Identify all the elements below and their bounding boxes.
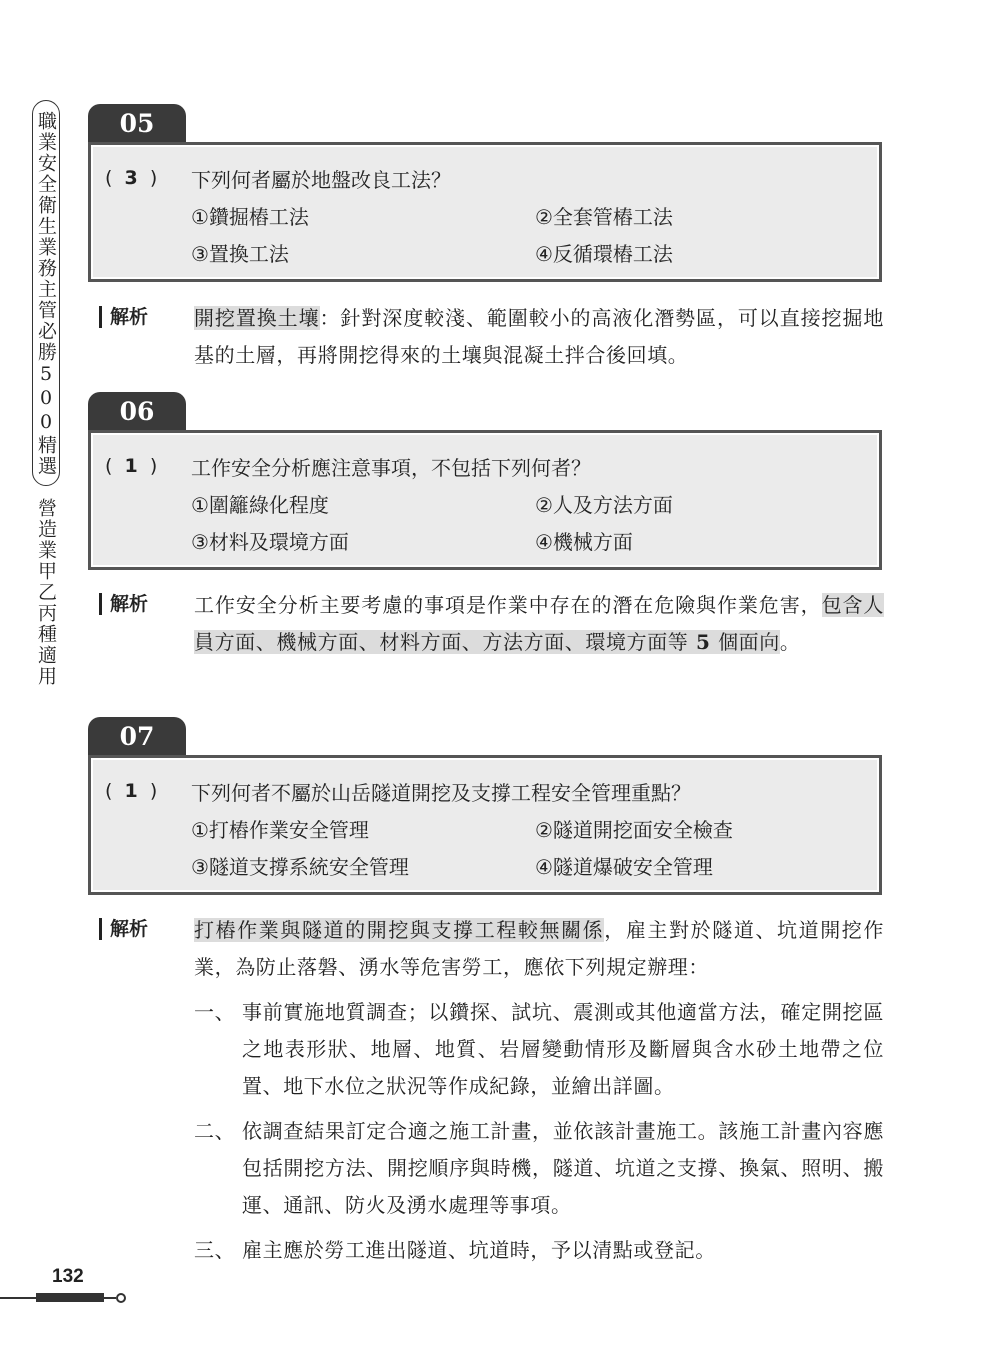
explanation-label: 解析 xyxy=(99,918,148,940)
question-text: 工作安全分析應注意事項，不包括下列何者？ xyxy=(191,455,591,480)
question-number: 05 xyxy=(88,104,186,142)
option-3: ③置換工法 xyxy=(191,242,289,266)
page-rule-tail xyxy=(104,1297,116,1299)
option-2: ②隧道開挖面安全檢查 xyxy=(535,818,733,842)
explanation-06 xyxy=(99,587,884,661)
explanation-text xyxy=(194,300,884,374)
explanation-label: 解析 xyxy=(99,593,148,615)
list-item xyxy=(194,994,884,1105)
highlight-number: 5 xyxy=(688,630,719,654)
question-box xyxy=(88,142,882,282)
question-box xyxy=(88,430,882,570)
question-text: 下列何者屬於地盤改良工法？ xyxy=(191,167,451,192)
explanation-05 xyxy=(99,300,884,374)
option-4: ④機械方面 xyxy=(535,530,633,554)
list-item-number: 三、 xyxy=(194,1238,236,1262)
question-block-07 xyxy=(88,717,882,895)
list-item-text: 雇主應於勞工進出隧道、坑道時，予以清點或登記。 xyxy=(242,1238,716,1262)
list-item-number: 一、 xyxy=(194,1000,236,1024)
answer-slot: ( 1 ) xyxy=(105,455,158,477)
question-text: 下列何者不屬於山岳隧道開挖及支撐工程安全管理重點？ xyxy=(191,780,691,805)
list-item-text: 事前實施地質調查；以鑽探、試坑、震測或其他適當方法，確定開挖區之地表形狀、地層、地質、岩層變動情形及斷層與含水砂土地帶之位置、地下水位之狀況等作成紀錄，並繪出詳圖。 xyxy=(242,1000,884,1098)
option-2: ②全套管樁工法 xyxy=(535,205,673,229)
page-number: 132 xyxy=(52,1266,84,1287)
list-item-text: 依調查結果訂定合適之施工計畫，並依該計畫施工。該施工計畫內容應包括開挖方法、開挖順序與時機，隧道、坑道之支撐、換氣、照明、搬運、通訊、防火及湧水處理等事項。 xyxy=(242,1119,884,1217)
list-item xyxy=(194,1113,884,1224)
book-title: 職業安全衛生業務主管必勝500精選 xyxy=(32,100,60,486)
explanation-rest: ：針對深度較淺、範圍較小的高液化潛勢區，可以直接挖掘地基的土層，再將開挖得來的土壤與混凝土拌合後回填。 xyxy=(194,306,884,367)
explanation-rest: ，雇主對於隧道、坑道開挖作業，為防止落磐、湧水等危害勞工，應依下列規定辦理： xyxy=(194,918,884,979)
question-block-06 xyxy=(88,392,882,570)
list-item-number: 二、 xyxy=(194,1119,236,1143)
explanation-text xyxy=(194,912,884,986)
option-3: ③材料及環境方面 xyxy=(191,530,349,554)
highlight-text-2: 個面向 xyxy=(718,630,780,654)
explanation-label: 解析 xyxy=(99,306,148,328)
page-rule xyxy=(0,1297,36,1299)
option-4: ④反循環樁工法 xyxy=(535,242,673,266)
explanation-text xyxy=(194,587,884,661)
question-number: 07 xyxy=(88,717,186,755)
question-number: 06 xyxy=(88,392,186,430)
side-label xyxy=(31,100,61,687)
option-2: ②人及方法方面 xyxy=(535,493,673,517)
answer-value: 1 xyxy=(124,780,138,802)
highlight-text: 包含人員方面、機械方面、材料方面、方法方面、環境方面等 xyxy=(194,593,884,654)
option-1: ①圍籬綠化程度 xyxy=(191,493,329,517)
question-block-05 xyxy=(88,104,882,282)
highlight-text: 打樁作業與隧道的開挖與支撐工程較無關係 xyxy=(194,918,605,942)
answer-slot: ( 3 ) xyxy=(105,167,158,189)
option-1: ①鑽掘樁工法 xyxy=(191,205,309,229)
option-1: ①打樁作業安全管理 xyxy=(191,818,369,842)
page-rule-bar xyxy=(36,1293,104,1302)
explanation-tail: 。 xyxy=(779,630,801,654)
book-subtitle: 營造業甲乙丙種適用 xyxy=(35,498,57,687)
page-rule-circle-icon xyxy=(116,1293,126,1303)
answer-value: 3 xyxy=(124,167,138,189)
option-4: ④隧道爆破安全管理 xyxy=(535,855,713,879)
answer-value: 1 xyxy=(124,455,138,477)
explanation-07 xyxy=(99,912,884,1269)
question-box xyxy=(88,755,882,895)
answer-slot: ( 1 ) xyxy=(105,780,158,802)
list-item xyxy=(194,1232,884,1269)
highlight-text: 開挖置換土壤 xyxy=(194,306,320,330)
option-3: ③隧道支撐系統安全管理 xyxy=(191,855,409,879)
explanation-lead: 工作安全分析主要考慮的事項是作業中存在的潛在危險與作業危害， xyxy=(194,593,822,617)
